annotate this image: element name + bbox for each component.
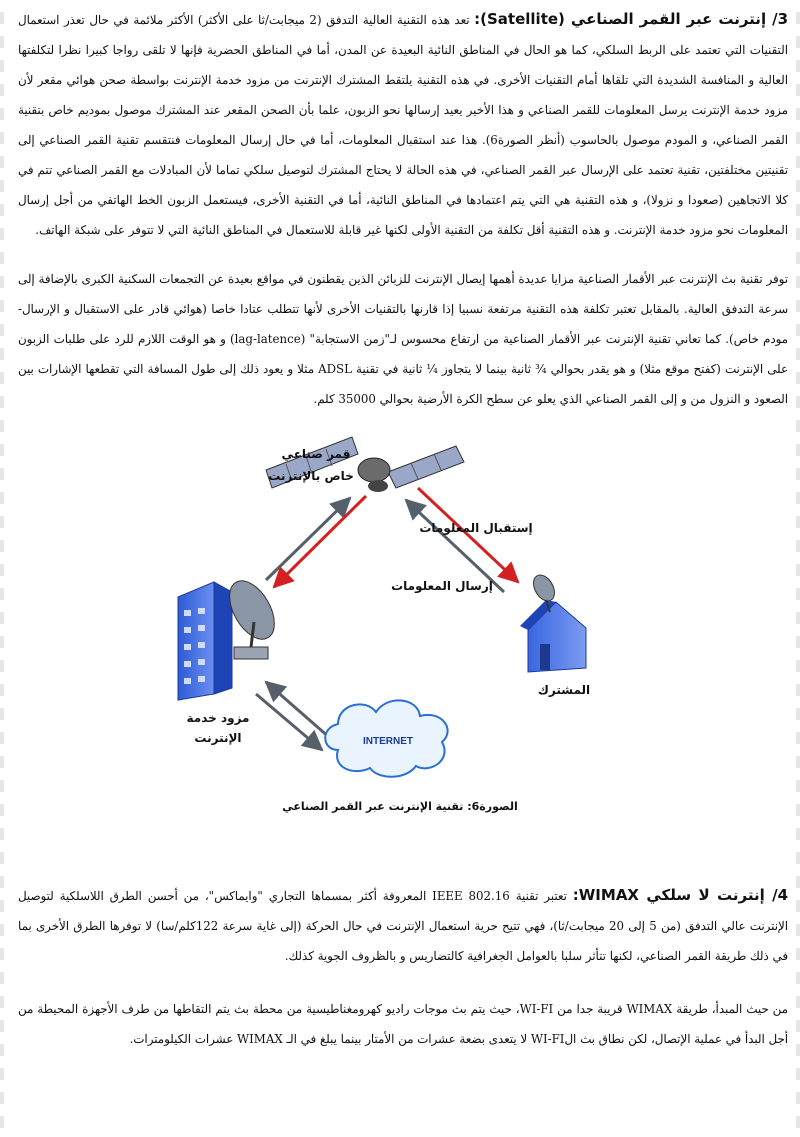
satellite-label: قمر صناعي bbox=[281, 447, 351, 461]
document-page bbox=[4, 0, 796, 1137]
satellite-diagram bbox=[126, 432, 681, 792]
provider-uplink-arrow bbox=[266, 498, 350, 580]
satellite-icon bbox=[266, 437, 464, 492]
provider-label: مزود خدمة bbox=[186, 711, 250, 725]
internet-label: INTERNET bbox=[363, 736, 413, 747]
svg-text:خاص بالإنترنت: خاص بالإنترنت bbox=[268, 469, 354, 483]
section3-paragraph bbox=[18, 4, 788, 245]
section3-intro: تعد هذه التقنية العالية التدفق (2 ميجابت/ثا على الأكثر) الأكثر ملائمة في حال تعذر استعمال التقنيات التي تعتمد على الربط السلكي، كما هو الحال في المناطق النائية البعيدة عن المدن، أما في المناطق الحضرية فإنها لا تلقى رواجا كبيرا نظرا لتكلفتها العالية و المنافسة الشديدة التي تلقاها أمام التقنيات الأخرى. في هذه التقنية يلتقط المشترك الإنترنت من مزود خدمة الإنترنت بواسطة صحن هوائي مقعر لأن مزود خدمة الإنترنت يرسل المعلومات للقمر الصناعي و هذا الأخير يعيد إرسالها نحو الزبون، علما بأن الصحن المقعر عند المشترك موصول بموديم خاص بتقنية القمر الصناعي، و المودم موصول بالحاسوب (أنظر الصورة6). هذا عند استقبال المعلومات، أما في حال إرسال المعلومات فنتقسم تقنية القمر الصناعي إلى تقنيتين مختلفتين، تقنية تعتمد على الإرسال عبر القمر الصناعي، في هذه الحالة لا يحتاج المشترك لتوصيل سلكي تماما لأن المبادلات مع القمر الصناعي تتم في كلا الاتجاهين (صعودا و نزولا)، و هذه التقنية هي التي يتم اعتمادها في المناطق النائية، أما في التقنية الأخرى، فيستعمل الزبون الخط الهاتفي من أجل إرسال المعلومات نحو مزود خدمة الإنترنت. و هذه التقنية أقل تكلفة من التقنية الأولى لكنها غير قابلة للاستعمال في المناطق النائية التي لا تتوفر على شبكة الهاتف. bbox=[18, 13, 788, 237]
provider-building-icon bbox=[178, 582, 232, 700]
satellite-to-subscriber-arrow bbox=[418, 488, 518, 582]
subscriber-label: المشترك bbox=[537, 683, 591, 697]
send-label: إرسال المعلومات bbox=[391, 579, 493, 593]
section3-heading: 3/ إنترنت عبر القمر الصناعي (Satellite): bbox=[474, 10, 789, 28]
section4-heading: 4/ إنترنت لا سلكي WIMAX: bbox=[572, 886, 788, 904]
section3-advantages: توفر تقنية بث الإنترنت عبر الأقمار الصناعية مزايا عديدة أهمها إيصال الإنترنت للزبائن الذين يقطنون في مواقع بعيدة عن التجمعات السكنية الكبرى بالإضافة إلى سرعة التدفق العالية. بالمقابل تعتبر تكلفة هذه التقنية مرتفعة نسبيا إذا قارنها بالتقنيات الأخرى لأنها تتطلب عتادا خاصا (هوائي قادر على الاستقبال و الإرسال- مودم خاص). كما تعاني تقنية الإنترنت عبر الأقمار الصناعية من ارتفاع محسوس لـ"زمن الاستجابة" (lag-latence) و هو الوقت اللازم للرد على طلبات الزبون على الإنترنت (كفتح موقع مثلا) و هو يقدر بحوالي ¾ ثانية بينما لا يتجاوز ¼ ثانية في تقنية ADSL مثلا و يعود ذلك إلى طول المسافة التي تقطعها الإشارات بين الصعود و النزول من و إلى القمر الصناعي الذي يعلو عن سطح الكرة الأرضية بحوالي 35000 كلم. bbox=[18, 272, 789, 406]
receive-label: إستقبال المعلومات bbox=[419, 521, 533, 535]
section4-intro: تعتبر تقنية IEEE 802.16 المعروفة أكثر بمسماها التجاري "وايماكس"، من أحسن الطرق اللاسلكية لتوصيل الإنترنت عالي التدفق (من 5 إلى 20 ميجابت/ثا)، فهي تتيح حرية استعمال الإنترنت في حال الحركة (إلى غاية سرعة 122كلم/سا) لا توفرها الطرق الأخرى بما في ذلك طريقة القمر الصناعي، لكنها تتأثر سلبا بالعوامل الجغرافية كالتضاريس و بالظروف الجوية كذلك. bbox=[18, 889, 788, 963]
satellite-to-provider-arrow bbox=[274, 496, 366, 587]
subscriber-house-icon bbox=[520, 571, 586, 672]
svg-text:الإنترنت: الإنترنت bbox=[194, 731, 242, 745]
figure-caption: الصورة6: تقنية الإنترنت عبر القمر الصناعي bbox=[282, 800, 518, 813]
section4-principle: من حيث المبدأ، طريقة WIMAX قريبة جدا من WI-FI، حيث يتم بث موجات راديو كهرومغناطيسية من محطة بث يتم التقاطها من طرف الأجهزة المحيطة من أجل البدأ في عملية الإتصال، لكن نطاق بث الWI-FI لا يتعدى بضعة عشرات من الأمتار بينما يبلغ في الـ WIMAX عشرات الكيلومترات. bbox=[18, 1002, 788, 1046]
section4-paragraph bbox=[18, 880, 788, 971]
